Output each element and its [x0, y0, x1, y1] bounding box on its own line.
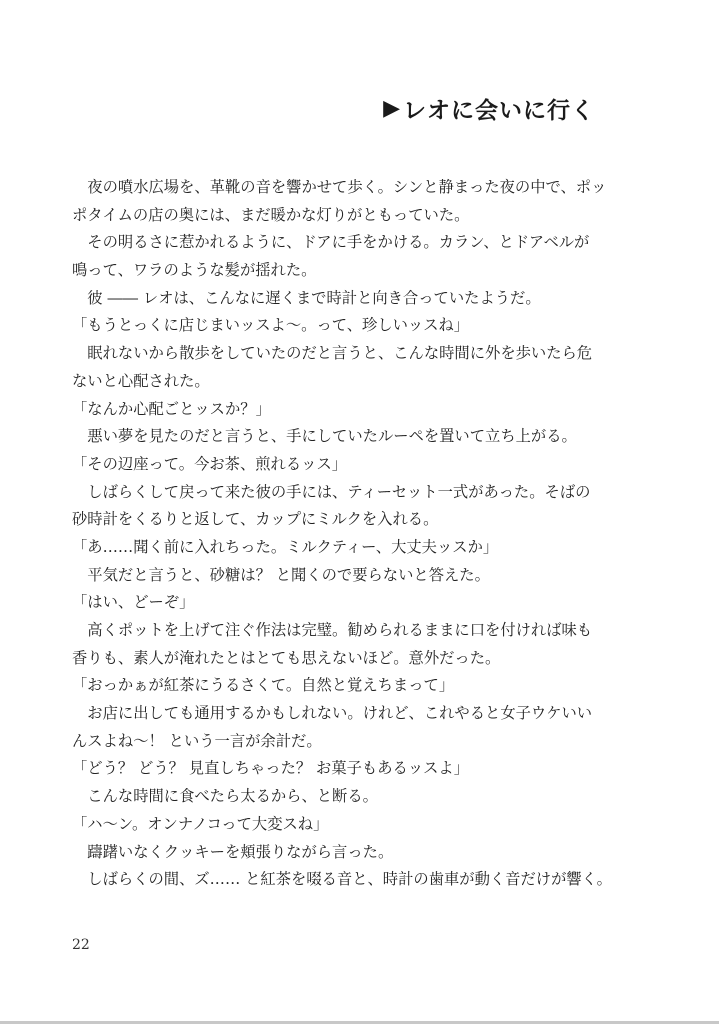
text-line: 鳴って、ワラのような髪が揺れた。 [72, 261, 317, 280]
triangle-marker-icon: ▶ [383, 96, 401, 121]
text-line: 夜の噴水広場を、革靴の音を響かせて歩く。シンと静まった夜の中で、ポッ [72, 178, 607, 196]
text-line: 香りも、素人が淹れたとはとても思えないほど。意外だった。 [72, 648, 501, 667]
text-line: ないと心配された。 [72, 371, 210, 390]
chapter-title [383, 92, 595, 125]
text-line: しばらくして戻って来た彼の手には、ティーセット一式があった。そばの [72, 482, 591, 501]
text-line: 眠れないから散歩をしていたのだと言うと、こんな時間に外を歩いたら危 [72, 344, 593, 363]
text-line: 「ハ〜ン。オンナノコって大変スね」 [72, 814, 329, 833]
text-line: 悪い夢を見たのだと言うと、手にしていたルーペを置いて立ち上がる。 [72, 427, 577, 446]
text-line: 「あ……聞く前に入れちった。ミルクティー、大丈夫ッスか」 [72, 537, 499, 556]
text-line: 砂時計をくるりと返して、カップにミルクを入れる。 [72, 510, 439, 529]
text-line: 彼 ―― レオは、こんなに遅くまで時計と向き合っていたようだ。 [72, 288, 541, 307]
text-line: 「はい、どーぞ」 [72, 593, 195, 612]
text-line: 高くポットを上げて注ぐ作法は完璧。勧められるままに口を付ければ味も [72, 621, 593, 639]
text-line: 「どう？ どう？ 見直しちゃった？ お菓子もあるッスよ」 [72, 759, 470, 778]
text-line: その明るさに惹かれるように、ドアに手をかける。カラン、とドアベルが [72, 233, 590, 252]
page-number: 22 [72, 937, 90, 953]
text-line: 平気だと言うと、砂糖は？ と聞くので要らないと答えた。 [72, 565, 490, 584]
text-line: 「なんか心配ごとッスか？」 [72, 399, 271, 418]
text-line: 躊躇いなくクッキーを頬張りながら言った。 [72, 842, 394, 861]
text-line: 「おっかぁが紅茶にうるさくて。自然と覚えちまって」 [72, 676, 455, 695]
text-line: お店に出しても通用するかもしれない。けれど、これやると女子ウケいい [72, 704, 593, 723]
text-line: しばらくの間、ズ…… と紅茶を啜る音と、時計の歯車が動く音だけが響く。 [72, 870, 612, 889]
text-line: 「もうとっくに店じまいッスよ〜。って、珍しいッスね」 [72, 316, 470, 335]
text-line: 「その辺座って。今お茶、煎れるッス」 [72, 454, 348, 473]
text-line: ポタイムの店の奥には、まだ暖かな灯りがともっていた。 [72, 205, 470, 224]
text-line: こんな時間に食べたら太るから、と断る。 [72, 787, 378, 806]
body-text [72, 174, 612, 894]
text-line: んスよね〜！ という一言が余計だ。 [72, 731, 322, 750]
chapter-title-text: レオに会いに行く [403, 98, 595, 124]
